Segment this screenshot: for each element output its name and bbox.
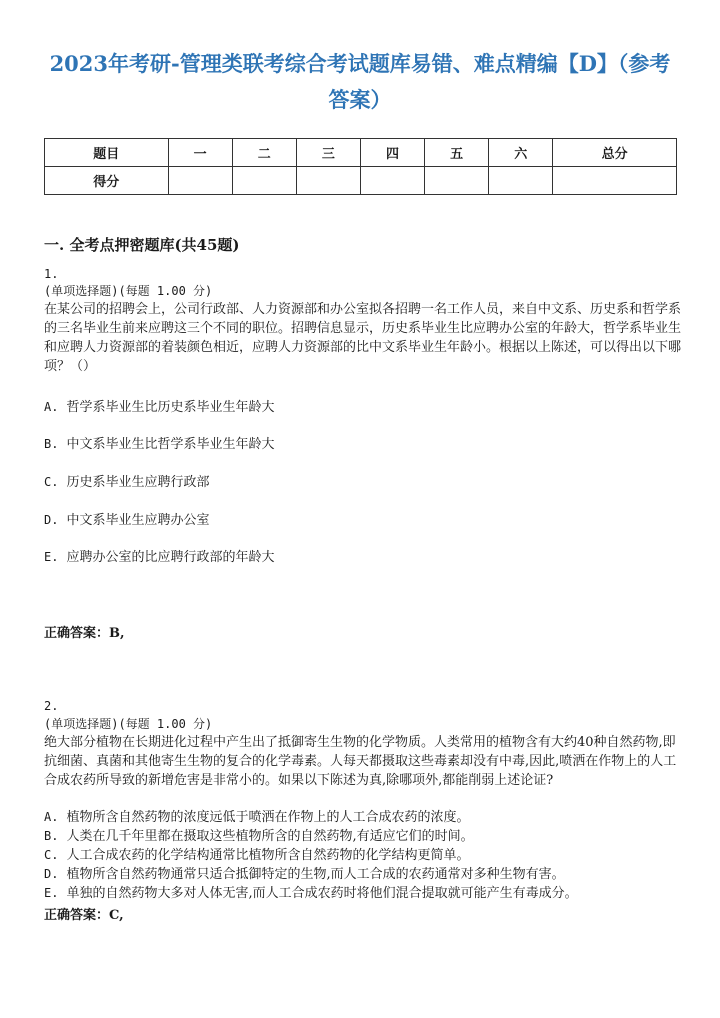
option-letter: A. — [44, 810, 59, 824]
option-text: 中文系毕业生应聘办公室 — [66, 513, 210, 528]
score-table-cell — [425, 167, 489, 195]
option-b — [44, 433, 274, 452]
question-number: 2. — [44, 699, 59, 713]
option-d — [44, 509, 209, 528]
option-a — [44, 808, 684, 827]
option-c — [44, 471, 209, 490]
score-table-cell — [296, 167, 360, 195]
score-table-cell: 六 — [489, 139, 553, 167]
question-meta: (单项选择题)(每题 1.00 分) — [44, 717, 213, 731]
score-table-cell — [489, 167, 553, 195]
option-letter: D. — [44, 513, 59, 527]
score-table-cell — [553, 167, 677, 195]
option-c — [44, 846, 684, 865]
option-letter: D. — [44, 867, 59, 881]
option-text: 应聘办公室的比应聘行政部的年龄大 — [66, 550, 275, 565]
score-table — [44, 138, 677, 195]
option-letter: B. — [44, 829, 59, 843]
score-table-cell: 三 — [296, 139, 360, 167]
option-text: 哲学系毕业生比历史系毕业生年龄大 — [66, 400, 275, 415]
score-table-cell — [168, 167, 232, 195]
score-table-cell — [360, 167, 424, 195]
score-table-cell: 五 — [425, 139, 489, 167]
option-letter: C. — [44, 848, 59, 862]
option-text: 人类在几千年里都在摄取这些植物所含的自然药物,有适应它们的时间。 — [66, 829, 474, 844]
option-a — [44, 396, 274, 415]
score-table-cell — [232, 167, 296, 195]
option-letter: C. — [44, 475, 59, 489]
document-title: 2023年考研-管理类联考综合考试题库易错、难点精编【D】（参考答案） — [49, 51, 671, 112]
option-text: 历史系毕业生应聘行政部 — [66, 475, 210, 490]
option-b — [44, 827, 684, 846]
score-table-score-row — [45, 167, 677, 195]
option-text: 植物所含自然药物的浓度远低于喷洒在作物上的人工合成农药的浓度。 — [66, 810, 470, 825]
option-letter: E. — [44, 886, 59, 900]
score-table-cell: 四 — [360, 139, 424, 167]
option-e — [44, 884, 684, 903]
score-table-cell: 一 — [168, 139, 232, 167]
option-e — [44, 546, 274, 565]
option-text: 中文系毕业生比哲学系毕业生年龄大 — [66, 437, 275, 452]
score-table-cell: 二 — [232, 139, 296, 167]
option-text: 植物所含自然药物通常只适合抵御特定的生物,而人工合成的农药通常对多种生物有害。 — [66, 867, 565, 882]
correct-answer: 正确答案：C, — [44, 908, 124, 923]
option-text: 单独的自然药物大多对人体无害,而人工合成农药时将他们混合提取就可能产生有毒成分。 — [66, 886, 578, 901]
section-title: 一. 全考点押密题库(共45题) — [44, 236, 240, 254]
option-letter: A. — [44, 400, 59, 414]
correct-answer: 正确答案：B, — [44, 626, 125, 641]
score-table-header-row — [45, 139, 677, 167]
option-d — [44, 865, 684, 884]
score-table-cell: 题目 — [45, 139, 169, 167]
option-letter: E. — [44, 550, 59, 564]
question-number: 1. — [44, 267, 59, 281]
score-table-cell: 得分 — [45, 167, 169, 195]
option-letter: B. — [44, 437, 59, 451]
question-meta: (单项选择题)(每题 1.00 分) — [44, 284, 213, 298]
option-text: 人工合成农药的化学结构通常比植物所含自然药物的化学结构更简单。 — [66, 848, 470, 863]
score-table-cell: 总分 — [553, 139, 677, 167]
question-stem: 在某公司的招聘会上，公司行政部、人力资源部和办公室拟各招聘一名工作人员，来自中文系、历史系和哲学系的三名毕业生前来应聘这三个不同的职位。招聘信息显示，历史系毕业生比应聘办公室的年龄大，哲学系毕业生和应聘人力资源部的着装颜色相近，应聘人力资源部的比中文系毕业生年龄小。根据以上陈述，可以得出以下哪项？（） — [44, 302, 682, 374]
question-stem: 绝大部分植物在长期进化过程中产生出了抵御寄生生物的化学物质。人类常用的植物含有大约40种自然药物,即抗细菌、真菌和其他寄生生物的复合的化学毒素。人每天都摄取这些毒素却没有中毒,因此,喷洒在作物上的人工合成农药所导致的新增危害是非常小的。如果以下陈述为真,除哪项外,都能削弱上述论证? — [44, 735, 677, 788]
